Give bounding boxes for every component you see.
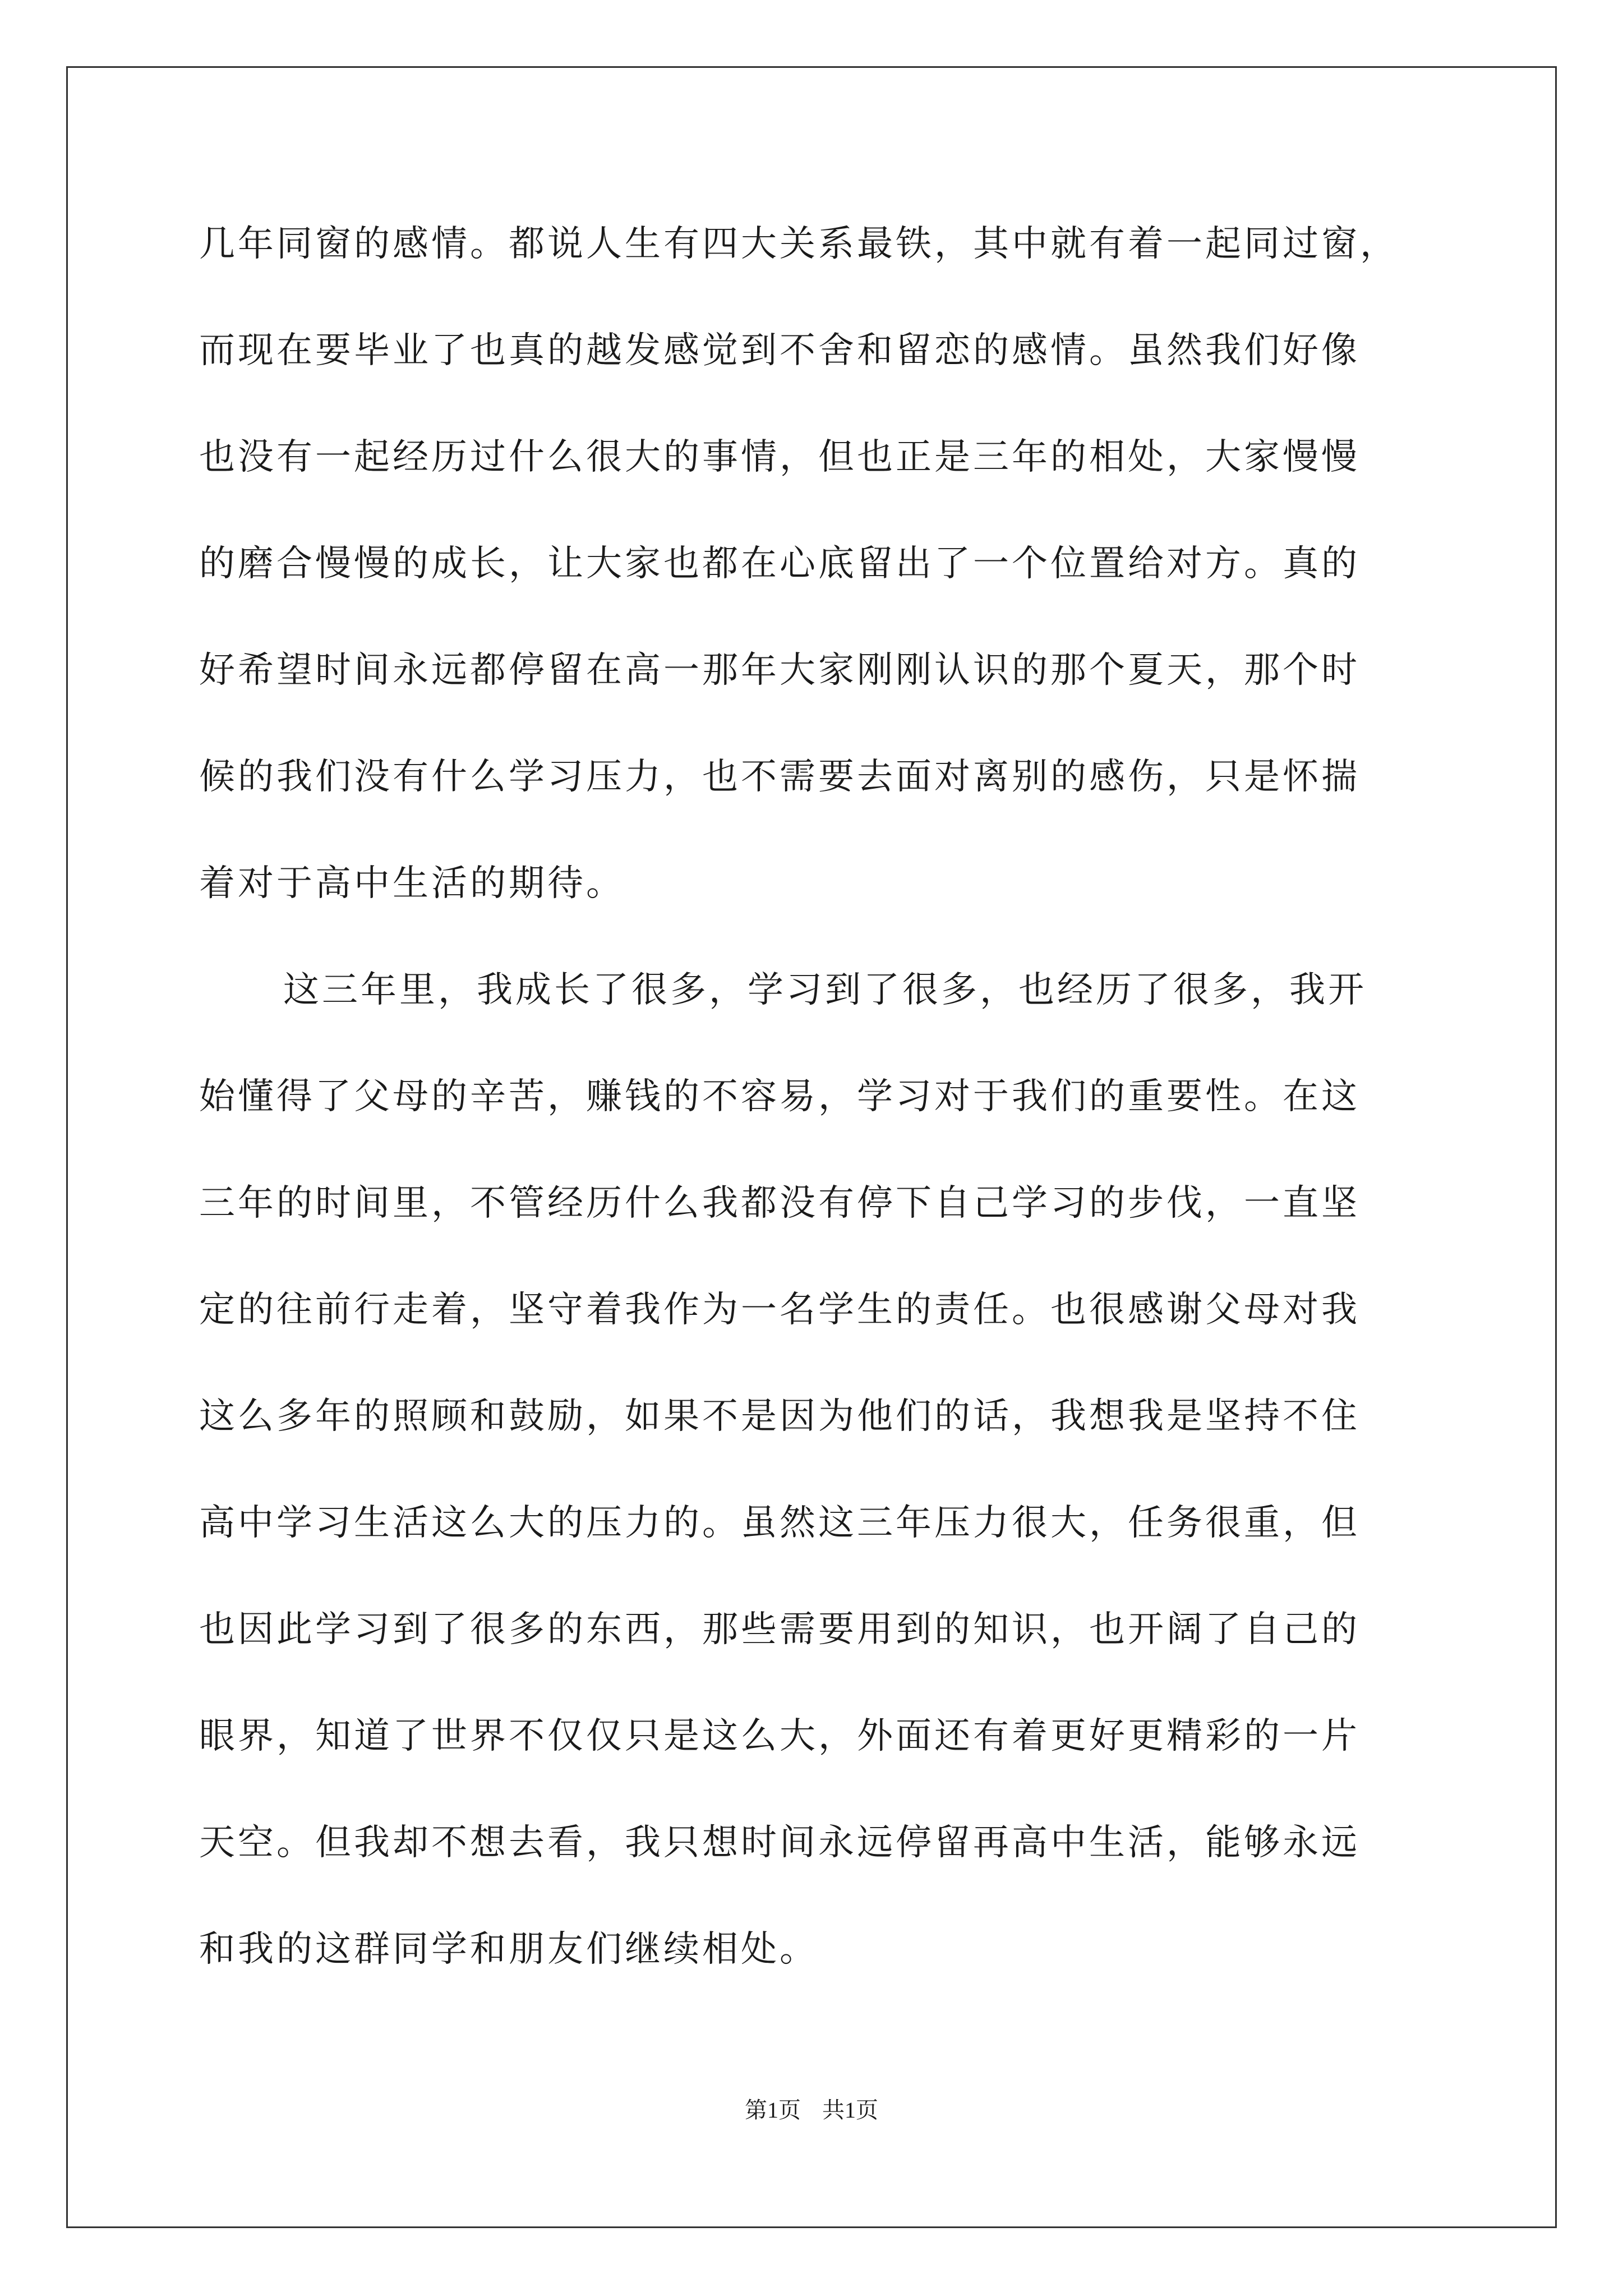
text-line: 也没有一起经历过什么很大的事情，但也正是三年的相处，大家慢慢 [199,436,1360,478]
text-line: 几年同窗的感情。都说人生有四大关系最铁，其中就有着一起同过窗， [199,223,1399,265]
page-footer [0,2092,1623,2124]
document-body [199,191,1433,2003]
text-line: 三年的时间里，不管经历什么我都没有停下自己学习的步伐，一直坚 [199,1182,1360,1224]
text-line: 候的我们没有什么学习压力，也不需要去面对离别的感伤，只是怀揣 [199,756,1360,798]
text-line: 定的往前行走着，坚守着我作为一名学生的责任。也很感谢父母对我 [199,1289,1360,1331]
text-line: 着对于高中生活的期待。 [199,863,625,904]
paragraph-first-line: 这三年里，我成长了很多，学习到了很多，也经历了很多，我开 [283,969,1367,1011]
text-line: 天空。但我却不想去看，我只想时间永远停留再高中生活，能够永远 [199,1822,1360,1864]
text-line: 眼界，知道了世界不仅仅只是这么大，外面还有着更好更精彩的一片 [199,1715,1360,1757]
text-line: 始懂得了父母的辛苦，赚钱的不容易，学习对于我们的重要性。在这 [199,1076,1360,1117]
page-number: 第1页 [745,2097,801,2123]
text-line: 和我的这群同学和朋友们继续相处。 [199,1929,818,1970]
text-line: 的磨合慢慢的成长，让大家也都在心底留出了一个位置给对方。真的 [199,543,1360,585]
text-line: 这么多年的照顾和鼓励，如果不是因为他们的话，我想我是坚持不住 [199,1396,1360,1437]
text-line: 而现在要毕业了也真的越发感觉到不舍和留恋的感情。虽然我们好像 [199,330,1360,371]
text-line: 高中学习生活这么大的压力的。虽然这三年压力很大，任务很重，但 [199,1502,1360,1544]
text-line: 好希望时间永远都停留在高一那年大家刚刚认识的那个夏天，那个时 [199,650,1360,691]
text-line: 也因此学习到了很多的东西，那些需要用到的知识，也开阔了自己的 [199,1609,1360,1650]
page-total: 共1页 [822,2097,878,2123]
